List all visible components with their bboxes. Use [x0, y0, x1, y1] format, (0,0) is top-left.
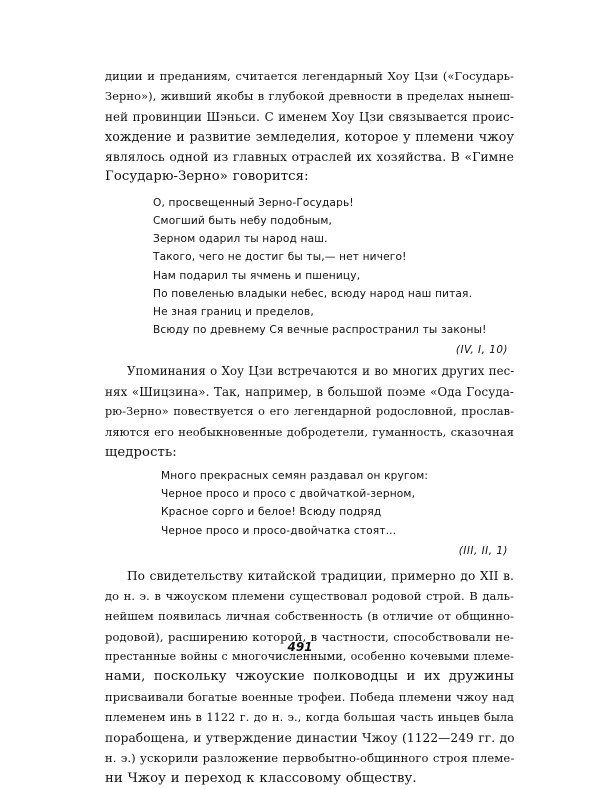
verse-line: Не зная границ и пределов, — [153, 306, 314, 318]
text-line: рю-Зерно» повествуется о его легендарной родословной, прослав- — [105, 405, 514, 418]
verse-line: Смогший быть небу подобным, — [153, 214, 333, 227]
verse-citation-1: (IV, I, 10) — [455, 344, 508, 357]
text-line: престанные войны с многочисленными, особенно кочевыми племе- — [105, 649, 514, 663]
text-line: являлось одной из главных отраслей их хозяйства. В «Гимне — [105, 150, 514, 165]
verse-line: Зерном одарил ты народ наш. — [153, 233, 328, 246]
verse-line: Красное сорго и белое! Всюду подряд — [161, 506, 382, 519]
verse-line: Всюду по древнему Ся вечные распространил ты законы! — [153, 324, 487, 337]
text-line: ни Чжоу и переход к классовому обществу. — [105, 770, 417, 786]
text-line: до н. э. в чжоуском племени существовал родовой строй. В даль- — [105, 589, 514, 603]
page-number: 491 — [287, 640, 313, 654]
paragraph-2 — [105, 361, 514, 462]
verse-citation-2: (III, II, 1) — [458, 544, 508, 557]
text-line: диции и преданиям, считается легендарный Хоу Цзи («Государь- — [105, 69, 514, 83]
text-line: По свидетельству китайской традиции, примерно до XII в. — [127, 568, 514, 583]
paragraph-3 — [105, 566, 514, 789]
text-line: щедрость: — [105, 444, 177, 460]
verse-block-1 — [153, 194, 514, 340]
text-line: ней провинции Шэньси. С именем Хоу Цзи связывается проис- — [105, 109, 514, 124]
text-line: присваивали богатые военные трофеи. Победа племени чжоу над — [105, 690, 514, 705]
verse-line: Такого, чего не достиг бы ты,— нет ничего! — [153, 251, 407, 264]
paragraph-1 — [105, 66, 514, 188]
verse-line: Нам подарил ты ячмень и пшеницу, — [153, 269, 361, 282]
text-line: родовой), расширению которой, в частности, способствовали не- — [105, 629, 514, 644]
verse-line: Черное просо и просо с двойчаткой-зерном, — [161, 488, 416, 501]
verse-line: Много прекрасных семян раздавал он кругом: — [161, 469, 429, 482]
text-line: нами, поскольку чжоуские полководцы и их дружины — [105, 669, 514, 685]
text-line: нях «Шицзина». Так, например, в большой поэме «Ода Госуда- — [105, 384, 514, 399]
verse-line: Черное просо и просо-двойчатка стоят... — [161, 524, 397, 537]
verse-block-2 — [161, 467, 514, 540]
text-line: племенем инь в 1122 г. до н. э., когда большая часть иньцев была — [105, 710, 514, 724]
text-line: Государю-Зерно» говорится: — [105, 169, 309, 185]
verse-line: По повеленью владыки небес, всюду народ наш питая. — [153, 287, 473, 300]
text-line: Зерно»), живший якобы в глубокой древности в пределах нынеш- — [105, 89, 514, 104]
text-line: хождение и развитие земледелия, которое у племени чжоу — [105, 128, 514, 144]
text-line: н. э.) ускорили разложение первобытно-общинного строя племе- — [105, 751, 515, 766]
text-line: ляются его необыкновенные добродетели, гуманность, сказочная — [105, 425, 514, 440]
text-line: нейшем появилась личная собственность (в отличие от общинно- — [105, 609, 514, 624]
verse-line: О, просвещенный Зерно-Государь! — [153, 196, 354, 209]
text-line: порабощена, и утверждение династии Чжоу (1122—249 гг. до — [105, 731, 515, 746]
text-line: Упоминания о Хоу Цзи встречаются и во многих других пес- — [127, 364, 515, 379]
book-page — [105, 66, 514, 789]
